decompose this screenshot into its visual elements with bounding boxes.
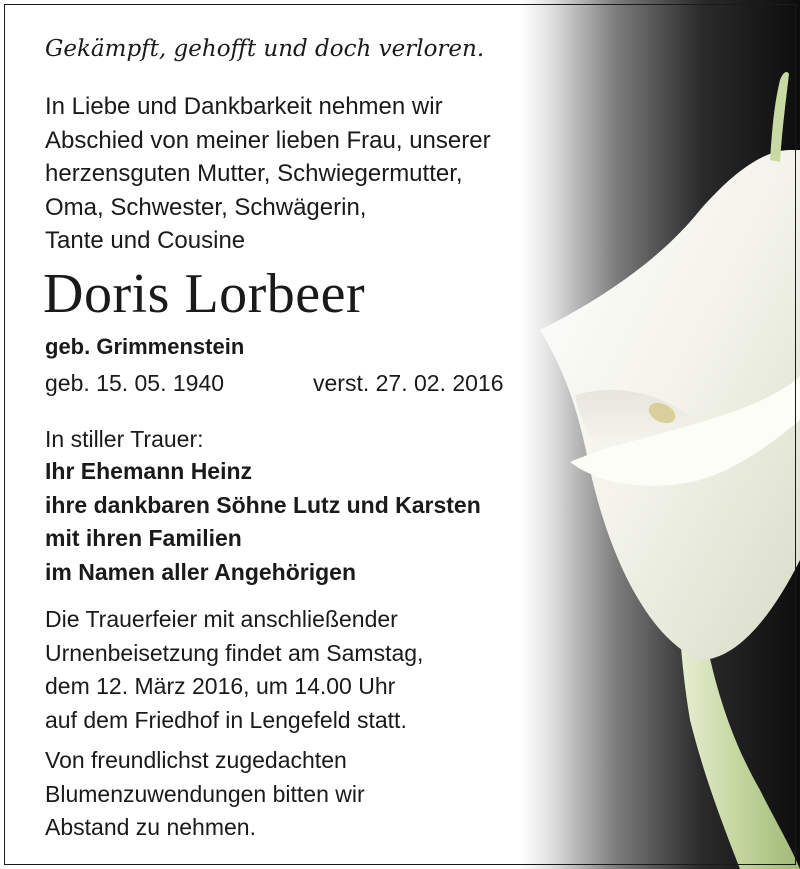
mourners-list <box>45 455 481 590</box>
mourning-intro: In stiller Trauer: <box>45 426 204 452</box>
ceremony-line: auf dem Friedhof in Lengefeld statt. <box>45 707 407 734</box>
flowers-line: Abstand zu nehmen. <box>45 814 256 841</box>
death-date: verst. 27. 02. 2016 <box>313 370 504 396</box>
mourner-line: Ihr Ehemann Heinz <box>45 458 253 484</box>
mourner-line: ihre dankbaren Söhne Lutz und Karsten <box>45 491 481 518</box>
mourner-line: im Namen aller Angehörigen <box>45 559 356 586</box>
mourner-line: mit ihren Familien <box>45 525 242 552</box>
deceased-name: Doris Lorbeer <box>43 263 366 325</box>
birth-date: geb. 15. 05. 1940 <box>45 370 225 396</box>
motto: Gekämpft, gehofft und doch verloren. <box>45 36 485 62</box>
intro-line: Tante und Cousine <box>45 227 246 254</box>
intro-paragraph <box>45 90 491 258</box>
intro-line: In Liebe und Dankbarkeit nehmen wir <box>45 93 443 120</box>
intro-line: Oma, Schwester, Schwägerin, <box>45 193 367 221</box>
intro-line: Abschied von meiner lieben Frau, unserer <box>45 126 491 154</box>
flowers-line: Von freundlichst zugedachten <box>45 747 347 773</box>
ceremony-line: Die Trauerfeier mit anschließender <box>45 606 398 632</box>
ceremony-paragraph <box>45 603 423 738</box>
flowers-paragraph <box>45 744 365 845</box>
flowers-line: Blumenzuwendungen bitten wir <box>45 780 365 807</box>
maiden-name: geb. Grimmenstein <box>45 334 245 359</box>
ceremony-line: dem 12. März 2016, um 14.00 Uhr <box>45 673 396 700</box>
intro-line: herzensguten Mutter, Schwiegermutter, <box>45 160 463 187</box>
ceremony-line: Urnenbeisetzung findet am Samstag, <box>45 639 424 666</box>
